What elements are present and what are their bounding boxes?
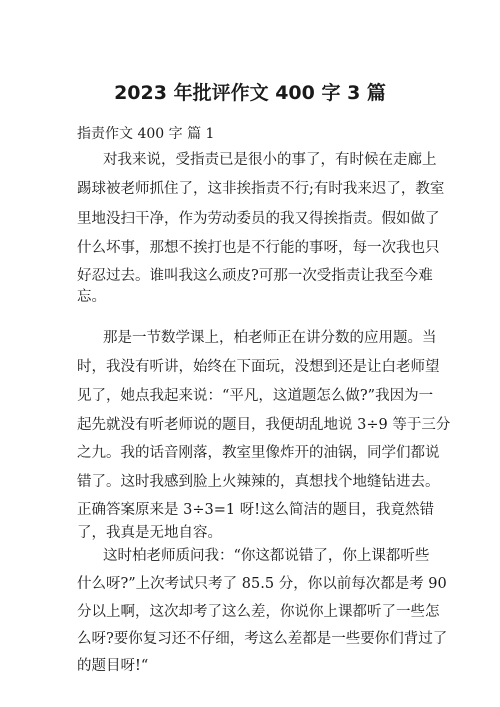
text-line: 好忍过去。谁叫我这么顽皮?可那一次受指责让我至今难 [77,268,433,284]
text-line: 见了，她点我起来说：“平凡，这道题怎么做?”我因为一 [77,388,434,404]
text-line: 起先就没有听老师说的题目，我便胡乱地说 3÷9 等于三分 [77,417,451,433]
text-line: 错了。这时我感到脸上火辣辣的，真想找个地缝钻进去。 [77,474,440,490]
text-line: 么呀?要你复习还不仔细，考这么差都是一些要你们背过了 [77,631,448,647]
document-title: 2023 年批评作文 400 字 3 篇 [114,82,386,104]
text-line: 时，我没有听讲，始终在下面玩，没想到还是让白老师望 [77,359,440,375]
text-line: 踢球被老师抓住了，这非挨指责不行;有时我来迟了，教室 [77,181,445,197]
text-line: 之九。我的话音刚落，教室里像炸开的油锅，同学们都说 [77,445,440,461]
text-line: 什么呀?”上次考试只考了 85.5 分，你以前每次都是考 90 [77,576,447,592]
text-line: 分以上啊，这次却考了这么差，你说你上课都听了一些怎 [77,604,440,620]
text-line: 了，我真是无地自容。 [77,525,222,541]
text-line: 对我来说，受指责已是很小的事了，有时候在走廊上 [103,152,437,168]
text-line: 什么坏事，那想不挨打也是不行能的事呀，每一次我也只 [77,240,440,256]
document-subtitle: 指责作文 400 字 篇 1 [77,126,215,142]
text-line: 这时柏老师质问我：“你这都说错了，你上课都听些 [103,548,430,564]
text-line: 忘。 [77,289,106,305]
text-line: 里地没扫干净，作为劳动委员的我又得挨指责。假如做了 [77,211,440,227]
text-line: 的题目呀!“ [77,658,149,674]
text-line: 正确答案原来是 3÷3=1 呀!这么简洁的题目，我竟然错 [77,502,435,518]
text-line: 那是一节数学课上，柏老师正在讲分数的应用题。当 [103,330,437,346]
